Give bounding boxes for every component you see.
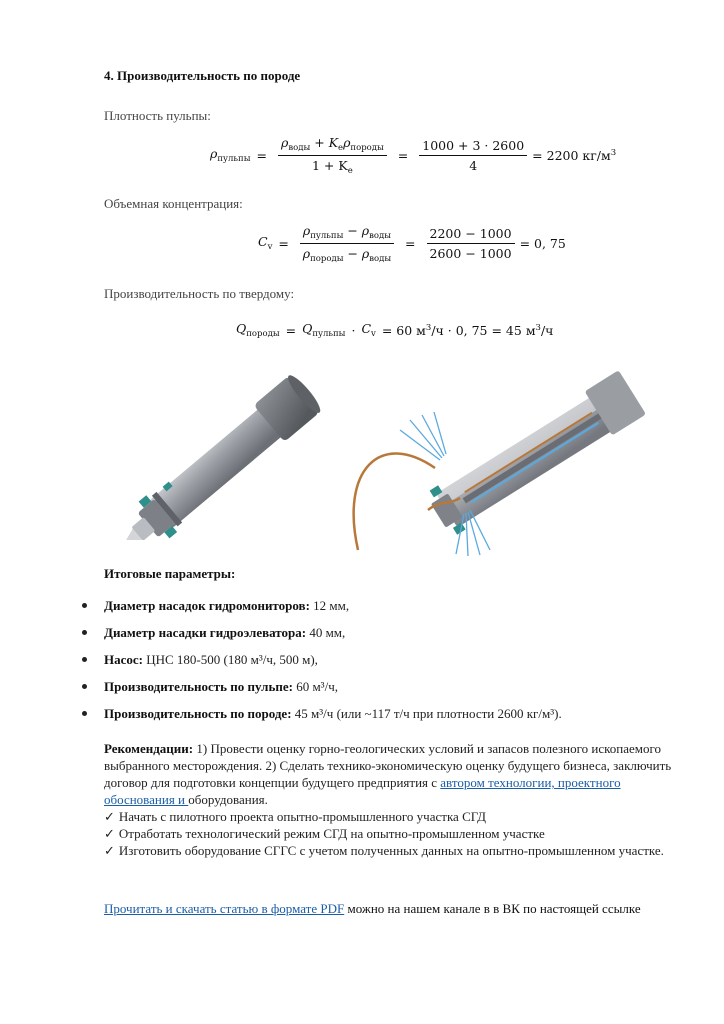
list-item: Производительность по пульпе: 60 м³/ч, bbox=[80, 673, 680, 700]
concentration-equation: $C_v$ = $\frac{\rho_{пульпы} - \rho_{воды}}{\rho_{породы} - \rho_{воды}}$ = $\frac{2200 - 1000}{2600 - 1000}$ = 0, 75 bbox=[258, 222, 566, 264]
density-equation: $\rho_{пульпы}$ = $\frac{\rho_{воды} + K_e\rho_{породы}}{1 + K_e}$ = $\frac{1000 + 3 \cdot 2600}{4}$ = 2200 $кг/м^3$ bbox=[210, 134, 617, 176]
device-cutaway-illustration bbox=[340, 360, 670, 560]
solid-productivity-label: Производительность по твердому: bbox=[104, 286, 295, 301]
list-item: Производительность по породе: 45 м³/ч (или ~117 т/ч при плотности 2600 кг/м³). bbox=[80, 700, 680, 727]
list-item: Диаметр насадок гидромониторов: 12 мм, bbox=[80, 592, 680, 619]
list-item: Насос: ЦНС 180-500 (180 м³/ч, 500 м), bbox=[80, 646, 680, 673]
recommendations: Рекомендации: 1) Провести оценку горно-геологических условий и запасов полезного ископаемого выбранного месторождения. 2) Сделать технико-экономическую оценку будущего бизнеса, заключить договор для подготовки концепции будущего предприятия с автором технологии, проектного обоснования и оборудования. ✓ Начать с пилотного проекта опытно-промышленного участка СГД ✓ Отработать технологический режим СГД на опытно-промышленном участке ✓ Изготовить оборудование СГГС с учетом полученных данных на опытно-промышленном участке. bbox=[104, 741, 672, 858]
bullet-icon bbox=[82, 684, 87, 689]
productivity-equation: $Q_{породы}$ = $Q_{пульпы}$ · $C_v$ = 60 $м^3/ч \cdot 0$, 75 = 45 $м^3/ч$ bbox=[236, 321, 554, 339]
list-item: Диаметр насадки гидроэлеватора: 40 мм, bbox=[80, 619, 680, 646]
parameters-list bbox=[80, 592, 680, 727]
bullet-icon bbox=[82, 711, 87, 716]
check-icon: ✓ bbox=[104, 826, 115, 841]
bullet-icon bbox=[82, 603, 87, 608]
section-heading: 4. Производительность по породе bbox=[104, 68, 301, 83]
check-icon: ✓ bbox=[104, 843, 115, 858]
author-link[interactable]: автором технологии, проектного обоснования и bbox=[104, 775, 621, 807]
bullet-icon bbox=[82, 630, 87, 635]
download-paragraph: Прочитать и скачать статью в формате PDF можно на нашем канале в в ВК по настоящей ссылке bbox=[104, 901, 641, 916]
summary-title: Итоговые параметры: bbox=[104, 566, 236, 581]
concentration-label: Объемная концентрация: bbox=[104, 196, 243, 211]
check-icon: ✓ bbox=[104, 809, 115, 824]
device-closed-illustration bbox=[100, 360, 360, 540]
pdf-download-link[interactable]: Прочитать и скачать статью в формате PDF bbox=[104, 901, 345, 916]
density-label: Плотность пульпы: bbox=[104, 108, 211, 123]
bullet-icon bbox=[82, 657, 87, 662]
